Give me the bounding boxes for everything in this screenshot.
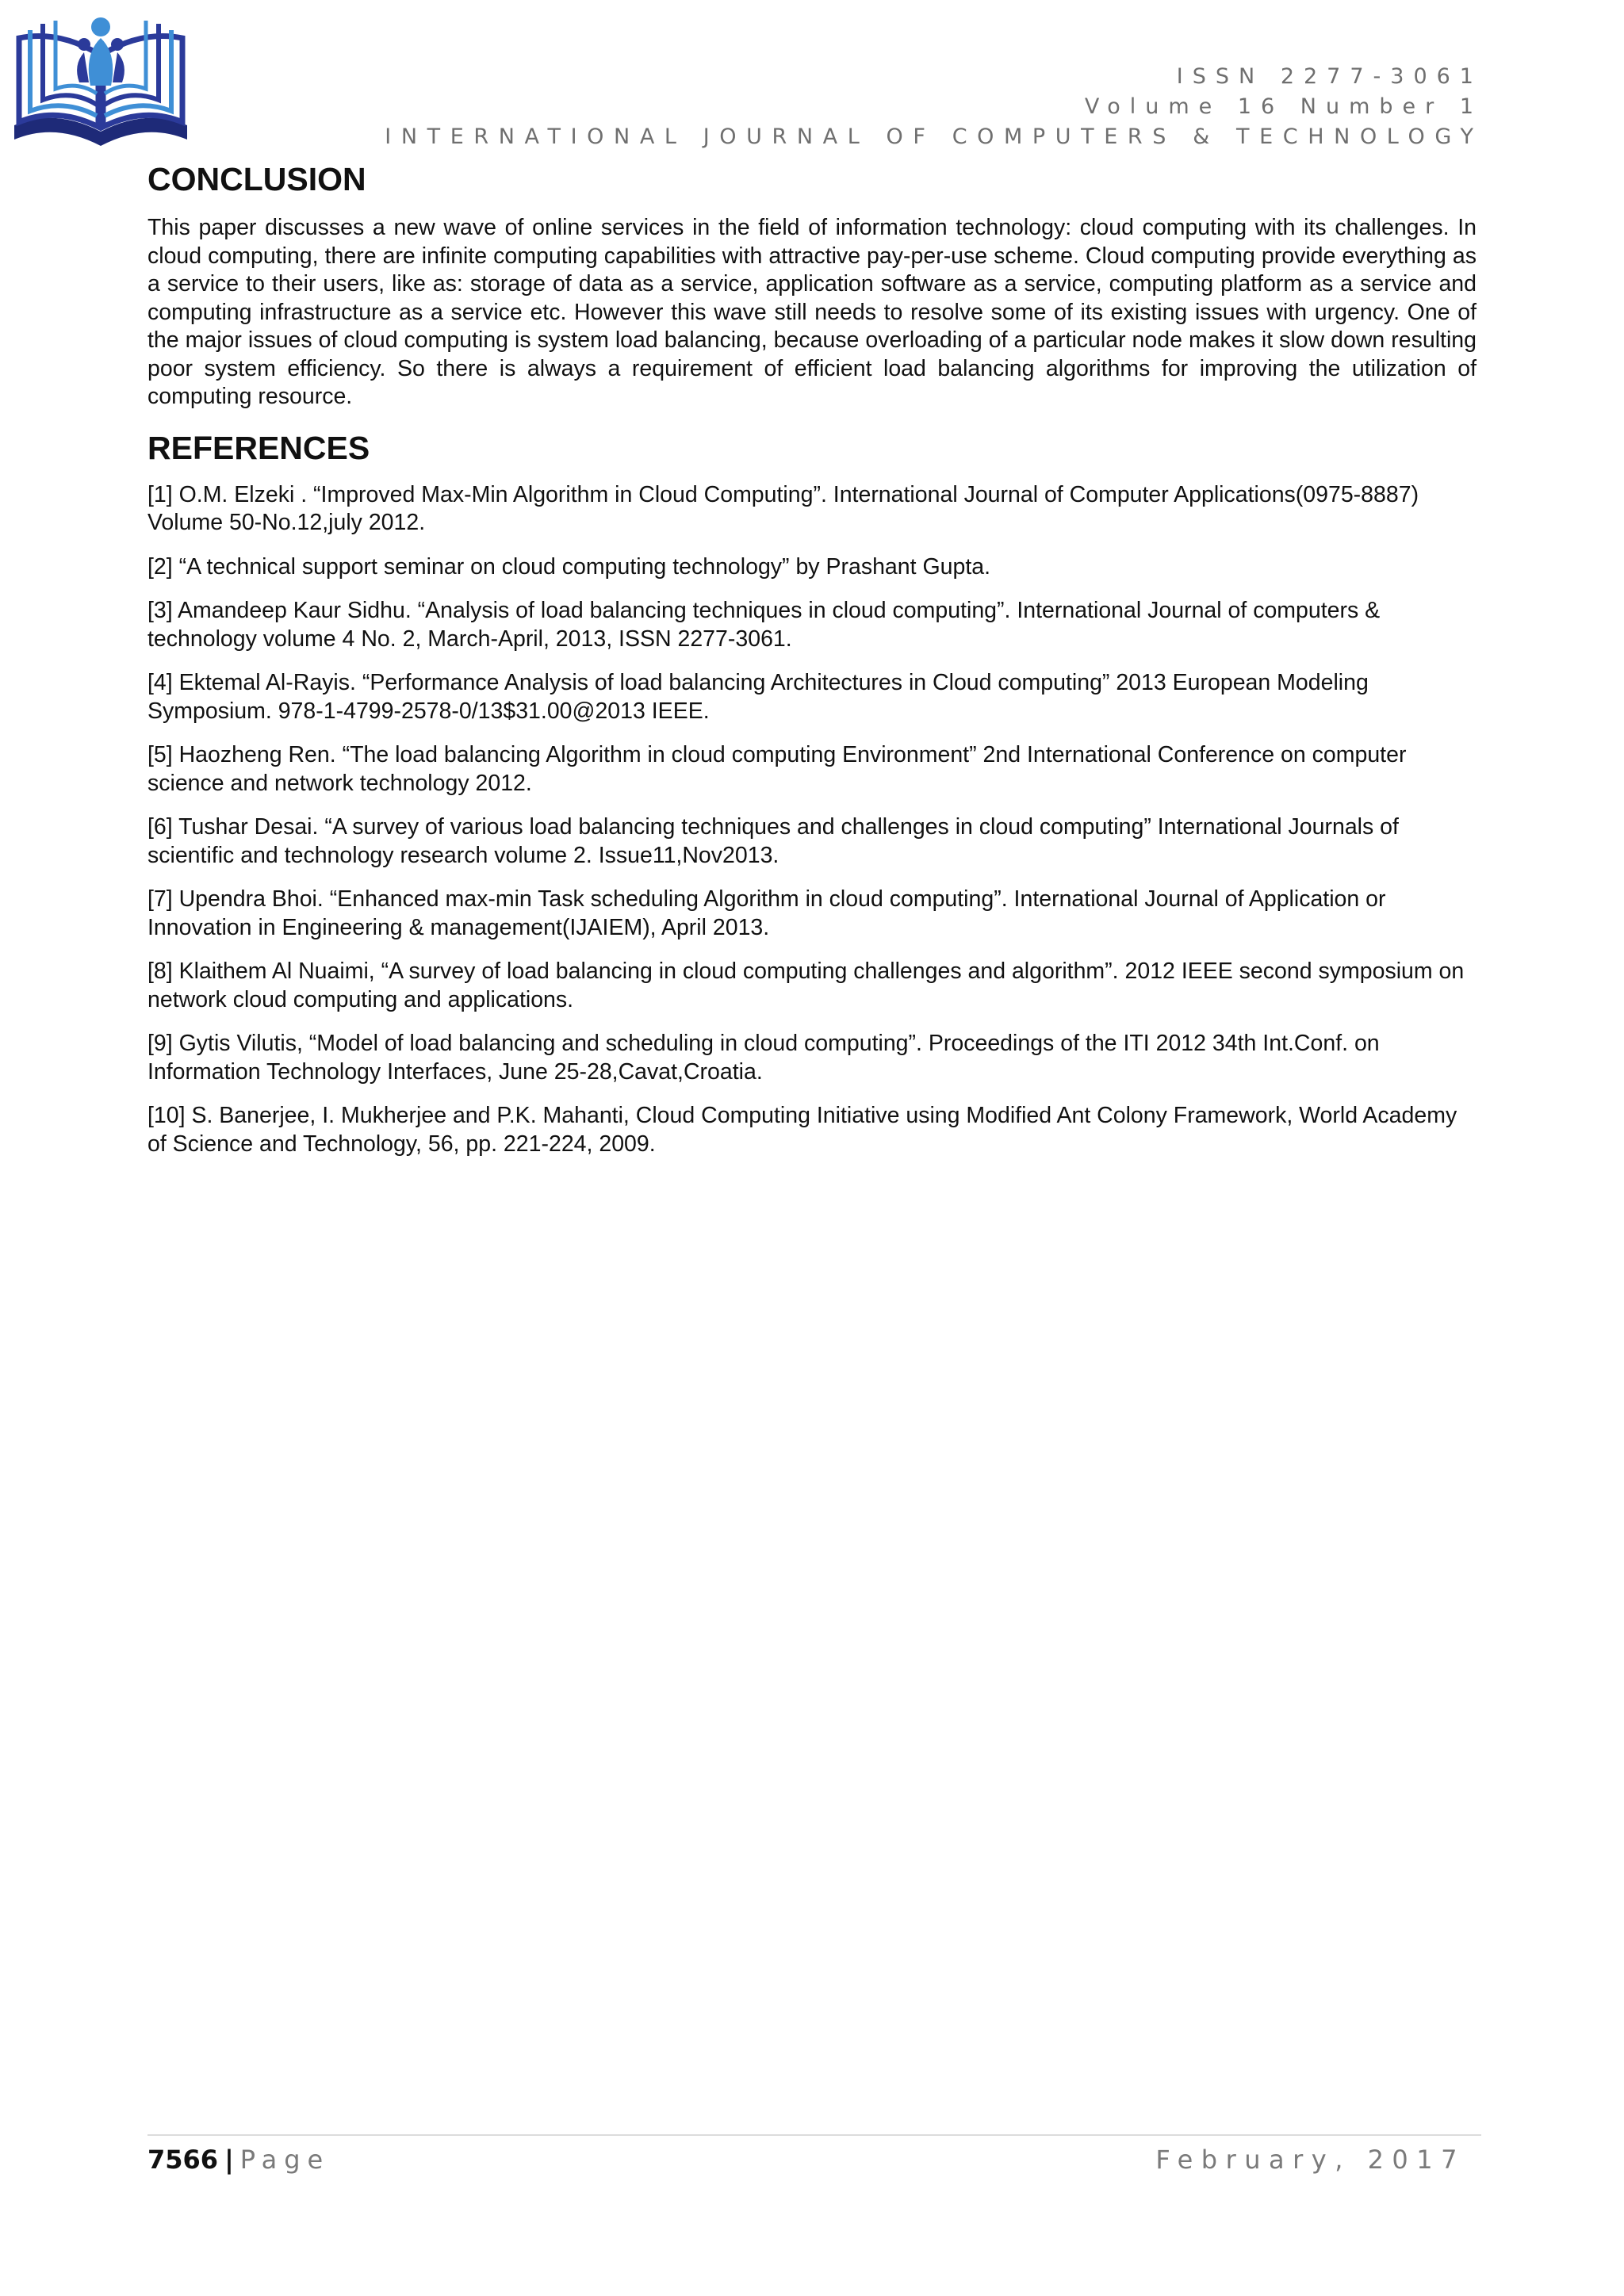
page-number-value: 7566 xyxy=(147,2145,219,2175)
reference-item: [9] Gytis Vilutis, “Model of load balancing and scheduling in cloud computing”. Proceedings of the ITI 2012 34th Int.Conf. on Information Technology Interfaces, June 25-28,Cavat,Croatia. xyxy=(147,1031,1380,1085)
volume-text: Volume 16 Number 1 xyxy=(1084,94,1483,119)
page-number xyxy=(147,2144,330,2175)
reference-item: [2] “A technical support seminar on cloud computing technology” by Prashant Gupta. xyxy=(147,553,991,580)
reference-item: [8] Klaithem Al Nuaimi, “A survey of load balancing in cloud computing challenges and algorithm”. 2012 IEEE second symposium on network cloud computing and applications. xyxy=(147,959,1465,1012)
reference-item: [7] Upendra Bhoi. “Enhanced max-min Task scheduling Algorithm in cloud computing”. International Journal of Application or Innovation in Engineering & management(IJAIEM), April 2013. xyxy=(147,886,1386,940)
references-heading: REFERENCES xyxy=(147,429,370,466)
reference-item: [5] Haozheng Ren. “The load balancing Algorithm in cloud computing Environment” 2nd International Conference on computer science and network technology 2012. xyxy=(147,742,1407,796)
reference-item: [4] Ektemal Al-Rayis. “Performance Analysis of load balancing Architectures in Cloud computing” 2013 European Modeling Symposium. 978-1-4799-2578-0/13$31.00@2013 IEEE. xyxy=(147,670,1369,724)
references-list xyxy=(147,481,1477,1159)
issue-date: February, 2017 xyxy=(1155,2145,1465,2175)
issn-text: ISSN 2277-3061 xyxy=(1176,64,1483,89)
main-content xyxy=(147,155,1477,1174)
page-label: Page xyxy=(239,2145,331,2175)
reference-item: [3] Amandeep Kaur Sidhu. “Analysis of load balancing techniques in cloud computing”. International Journal of computers & technology volume 4 No. 2, March-April, 2013, ISSN 2277-3061. xyxy=(147,598,1381,652)
reference-item: [10] S. Banerjee, I. Mukherjee and P.K. Mahanti, Cloud Computing Initiative using Modified Ant Colony Framework, World Academy of Science and Technology, 56, pp. 221-224, 2009. xyxy=(147,1103,1457,1157)
journal-header xyxy=(385,62,1484,152)
journal-logo-icon xyxy=(8,6,193,149)
reference-item: [6] Tushar Desai. “A survey of various load balancing techniques and challenges in cloud computing” International Journals of scientific and technology research volume 2. Issue11,Nov2013. xyxy=(147,814,1399,868)
footer-divider xyxy=(147,2134,1481,2136)
reference-item: [1] O.M. Elzeki . “Improved Max-Min Algorithm in Cloud Computing”. International Journal of Computer Applications(0975-8887) Volume 50-No.12,july 2012. xyxy=(147,481,1419,535)
conclusion-heading: CONCLUSION xyxy=(147,161,366,197)
conclusion-paragraph: This paper discusses a new wave of online services in the field of information technology: cloud computing with its challenges. In cloud computing, there are infinite computing capabilities with attractive pay-per-use scheme. Cloud computing provide everything as a service to their users, like as: storage of data as a service, application software as a service, computing platform as a service and computing infrastructure as a service etc. However this wave still needs to resolve some of its existing issues with urgency. One of the major issues of cloud computing is system load balancing, because overloading of a particular node makes it slow down resulting poor system efficiency. So there is always a requirement of efficient load balancing algorithms for improving the utilization of computing resource. xyxy=(147,215,1477,409)
journal-name: INTERNATIONAL JOURNAL OF COMPUTERS & TECHNOLOGY xyxy=(385,124,1484,149)
page-separator: | xyxy=(224,2145,234,2175)
